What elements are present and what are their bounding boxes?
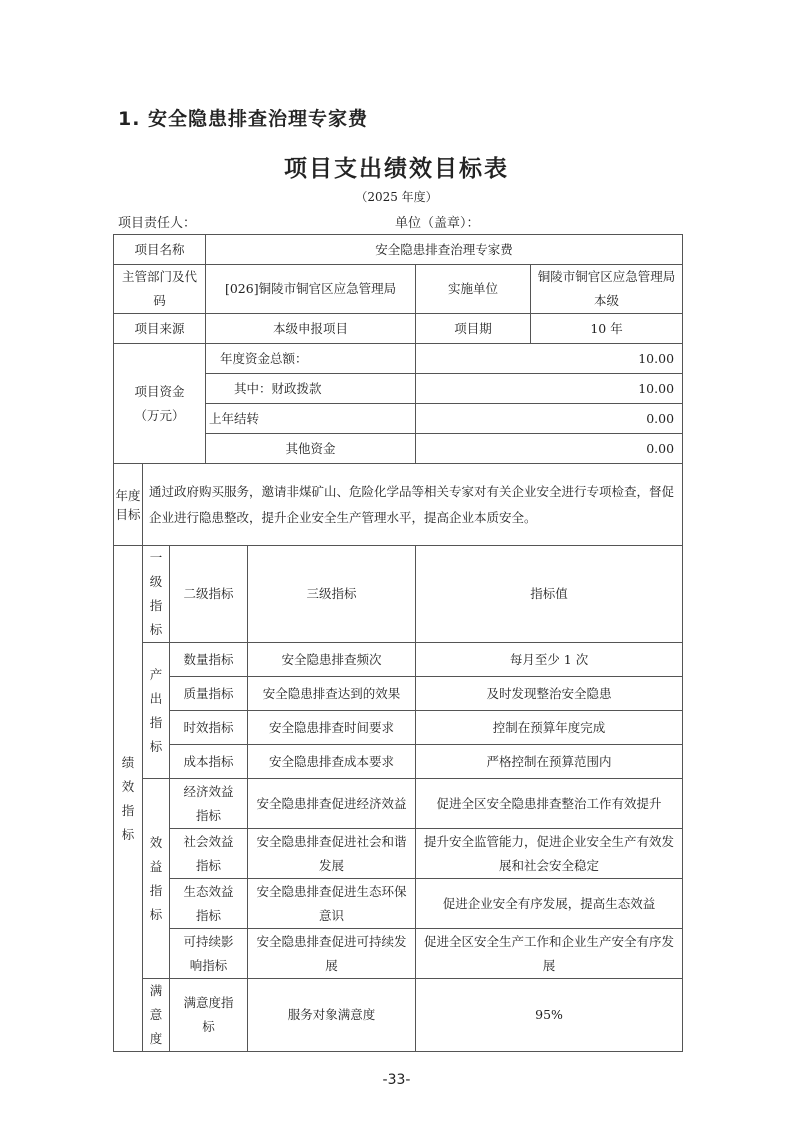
table-row (114, 879, 683, 929)
project-name-value: 安全隐患排查治理专家费 (206, 235, 683, 265)
level2-cell: 经济效益指标 (170, 779, 248, 829)
fiscal-year: （2025 年度） (355, 190, 438, 204)
fund-row-label: 年度资金总额： (206, 344, 416, 374)
document-title: 项目支出绩效目标表 (284, 156, 509, 182)
impl-label: 实施单位 (416, 265, 531, 314)
level3-cell: 服务对象满意度 (248, 979, 416, 1052)
level3-cell: 安全隐患排查频次 (248, 643, 416, 677)
performance-target-table (113, 234, 683, 1052)
annual-goal-label-text: 年度目标 (115, 487, 141, 522)
annual-goal-label (114, 464, 143, 546)
table-row (114, 929, 683, 979)
group-output-label-text: 产出指标 (149, 666, 163, 754)
performance-indicators-label-text: 绩效指标 (121, 754, 135, 842)
value-cell: 控制在预算年度完成 (416, 711, 683, 745)
performance-indicators-label (114, 546, 143, 1052)
section-title: 1. 安全隐患排查治理专家费 (118, 108, 369, 130)
header-level3: 三级指标 (248, 546, 416, 643)
table-row (114, 979, 683, 1052)
level2-cell: 质量指标 (170, 677, 248, 711)
fund-row-value: 10.00 (416, 344, 683, 374)
fund-row-value: 10.00 (416, 374, 683, 404)
fund-row-value: 0.00 (416, 404, 683, 434)
project-name-label: 项目名称 (114, 235, 206, 265)
header-level1 (143, 546, 170, 643)
source-label: 项目来源 (114, 314, 206, 344)
unit-stamp-label: 单位（盖章）： (395, 216, 480, 231)
table-row (114, 711, 683, 745)
level2-cell: 可持续影响指标 (170, 929, 248, 979)
table-row (114, 829, 683, 879)
source-value: 本级申报项目 (206, 314, 416, 344)
period-label: 项目期 (416, 314, 531, 344)
page-number: -33- (382, 1072, 411, 1088)
table-row (114, 643, 683, 677)
fund-row-value: 0.00 (416, 434, 683, 464)
group-satisfaction-label-text: 满意度 (149, 983, 163, 1046)
level3-cell: 安全隐患排查促进生态环保意识 (248, 879, 416, 929)
level2-cell: 时效指标 (170, 711, 248, 745)
header-level1-text: 一级指标 (149, 550, 163, 637)
value-cell: 促进全区安全生产工作和企业生产安全有序发展 (416, 929, 683, 979)
level3-cell: 安全隐患排查促进可持续发展 (248, 929, 416, 979)
fund-row-label: 上年结转 (206, 404, 416, 434)
dept-label: 主管部门及代码 (114, 265, 206, 314)
impl-value: 铜陵市铜官区应急管理局本级 (531, 265, 683, 314)
level3-cell: 安全隐患排查促进社会和谐发展 (248, 829, 416, 879)
value-cell: 每月至少 1 次 (416, 643, 683, 677)
annual-goal-text: 通过政府购买服务，邀请非煤矿山、危险化学品等相关专家对有关企业安全进行专项检查，督促企业进行隐患整改，提升企业安全生产管理水平，提高企业本质安全。 (143, 464, 683, 546)
value-cell: 促进全区安全隐患排查整治工作有效提升 (416, 779, 683, 829)
group-satisfaction-label (143, 979, 170, 1052)
level2-cell: 满意度指标 (170, 979, 248, 1052)
table-row (114, 546, 683, 643)
level2-cell: 生态效益指标 (170, 879, 248, 929)
level3-cell: 安全隐患排查时间要求 (248, 711, 416, 745)
group-output-label (143, 643, 170, 779)
value-cell: 及时发现整治安全隐患 (416, 677, 683, 711)
funds-label: 项目资金（万元） (114, 344, 206, 464)
value-cell: 严格控制在预算范围内 (416, 745, 683, 779)
level3-cell: 安全隐患排查促进经济效益 (248, 779, 416, 829)
table-row (114, 265, 683, 314)
table-row (114, 677, 683, 711)
value-cell: 提升安全监管能力，促进企业安全生产有效发展和社会安全稳定 (416, 829, 683, 879)
group-benefit-label-text: 效益指标 (149, 834, 163, 922)
header-value: 指标值 (416, 546, 683, 643)
level2-cell: 成本指标 (170, 745, 248, 779)
level2-cell: 社会效益指标 (170, 829, 248, 879)
table-row (114, 235, 683, 265)
dept-value: [026]铜陵市铜官区应急管理局 (206, 265, 416, 314)
table-row (114, 464, 683, 546)
header-level2: 二级指标 (170, 546, 248, 643)
fund-row-label: 其中：财政拨款 (206, 374, 416, 404)
level3-cell: 安全隐患排查成本要求 (248, 745, 416, 779)
table-row (114, 344, 683, 374)
value-cell: 促进企业安全有序发展，提高生态效益 (416, 879, 683, 929)
fund-row-label: 其他资金 (206, 434, 416, 464)
table-row (114, 779, 683, 829)
table-row (114, 314, 683, 344)
level2-cell: 数量指标 (170, 643, 248, 677)
table-row (114, 745, 683, 779)
period-value: 10 年 (531, 314, 683, 344)
value-cell: 95% (416, 979, 683, 1052)
level3-cell: 安全隐患排查达到的效果 (248, 677, 416, 711)
responsible-person-label: 项目责任人： (118, 216, 197, 231)
group-benefit-label (143, 779, 170, 979)
